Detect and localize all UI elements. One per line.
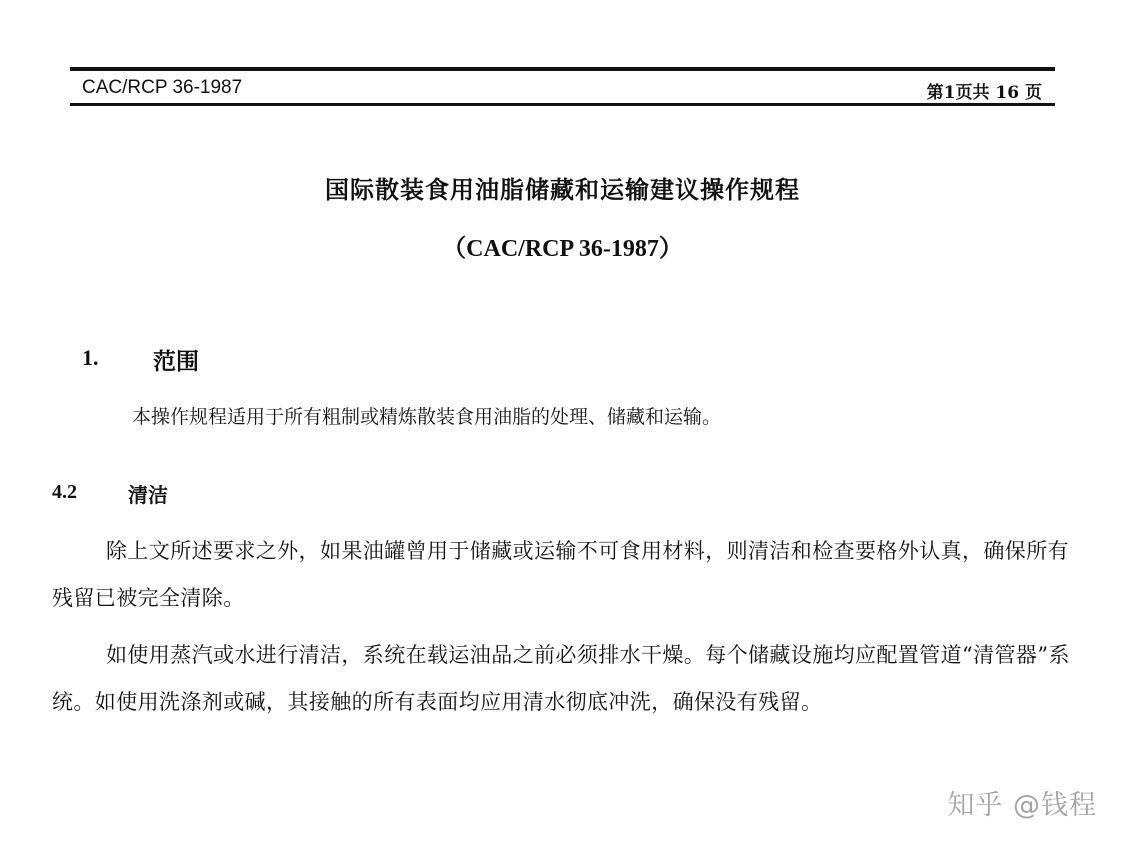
section-1-number: 1. bbox=[82, 345, 99, 370]
section-4-2-title: 清洁 bbox=[128, 483, 168, 507]
document-title: 国际散装食用油脂储藏和运输建议操作规程 bbox=[325, 176, 800, 204]
header-page-indicator: 第1页共 16 页 bbox=[926, 83, 1042, 103]
header-top-rule bbox=[70, 67, 1055, 71]
document-subtitle: （CAC/RCP 36-1987） bbox=[442, 236, 683, 262]
section-1-body: 本操作规程适用于所有粗制或精炼散装食用油脂的处理、储藏和运输。 bbox=[132, 406, 722, 428]
section-4-2-number: 4.2 bbox=[52, 481, 77, 503]
watermark: 知乎 @钱程 bbox=[947, 790, 1097, 821]
section-4-2-paragraph-2: 如使用蒸汽或水进行清洁，系统在载运油品之前必须排水干燥。每个储藏设施均应配置管道“清管器”系统。如使用洗涤剂或碱，其接触的所有表面均应用清水彻底冲洗，确保没有残留。 bbox=[52, 643, 1070, 714]
section-1-title: 范围 bbox=[153, 349, 199, 375]
header-document-code: CAC/RCP 36-1987 bbox=[82, 77, 243, 98]
header-bottom-rule bbox=[70, 103, 1055, 106]
section-4-2-paragraph-1: 除上文所述要求之外，如果油罐曾用于储藏或运输不可食用材料，则清洁和检查要格外认真，确保所有残留已被完全清除。 bbox=[52, 539, 1069, 610]
